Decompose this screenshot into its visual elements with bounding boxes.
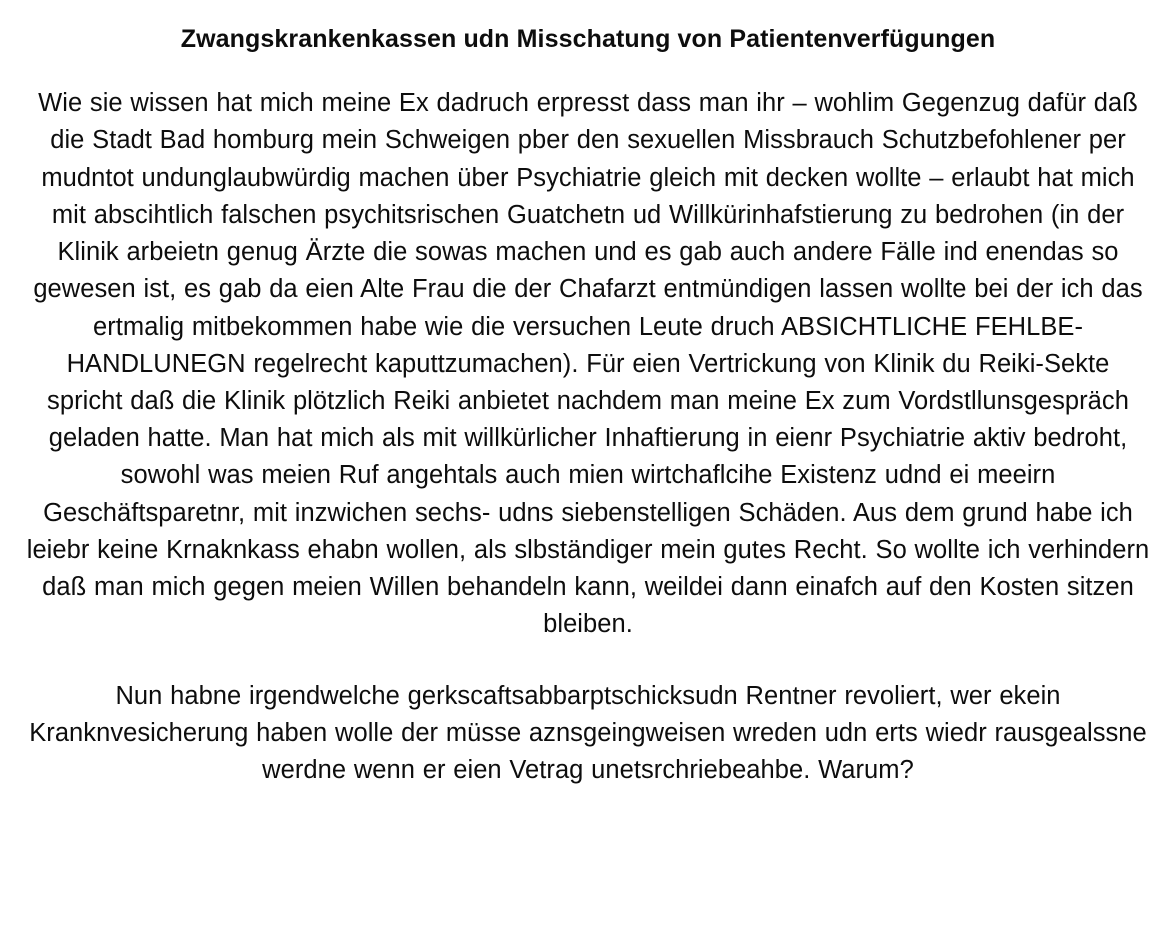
document-paragraph-1: Wie sie wissen hat mich meine Ex dadruch erpresst dass man ihr – wohlim Gegenzug dafür daß die Stadt Bad homburg mein Schweigen pber den sexuellen Missbrauch Schutzbefohlener per mudntot undunglaubwürdig machen über Psychiatrie gleich mit decken wollte – erlaubt hat mich mit abscihtlich falschen psychitsrischen Guatchetn ud Willkürinhafstierung zu bedrohen (in der Klinik arbeietn genug Ärzte die sowas machen und es gab auch andere Fälle ind enendas so gewesen ist, es gab da eien Alte Frau die der Chafarzt entmündigen lassen wollte bei der ich das ertmalig mitbekommen habe wie die versuchen Leute druch ABSICHTLICHE FEHLBE-HANDLUNEGN regelrecht kaputtzumachen). Für eien Vertrickung von Klinik du Reiki-Sekte spricht daß die Klinik plötzlich Reiki anbietet nachdem man meine Ex zum Vordstllunsgespräch geladen hatte. Man hat mich als mit willkürlicher Inhaftierung in eienr Psychiatrie aktiv bedroht, sowohl was meien Ruf angehtals auch mien wirtchaflcihe Existenz udnd ei meeirn Geschäftsparetnr, mit inzwichen sechs- udns siebenstelligen Schäden. Aus dem grund habe ich leiebr keine Krnaknkass ehabn wollen, als slbständiger mein gutes Recht. So wollte ich verhindern daß man mich gegen meien Willen behandeln kann, weildei dann einafch auf den Kosten sitzen bleiben. <box>26 89 1150 639</box>
document-title: Zwangskrankenkassen udn Misschatung von Patientenverfügungen <box>180 25 996 53</box>
document-paragraph-2: Nun habne irgendwelche gerkscaftsabbarptschicksudn Rentner revoliert, wer ekein Kranknvesicherung haben wolle der müsse aznsgeingweisen wreden udn erts wiedr rausgealssne werdne wenn er eien Vetrag unetsrchriebeahbe. Warum? <box>29 681 1147 784</box>
